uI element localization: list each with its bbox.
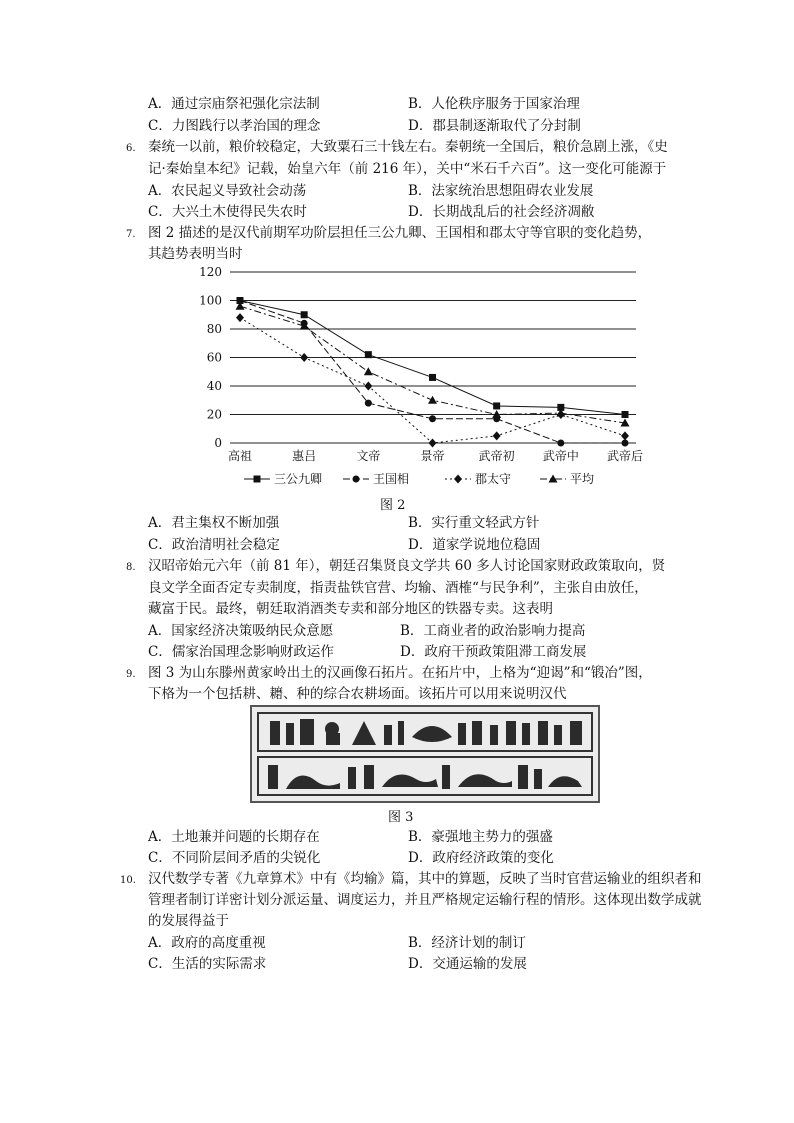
q8-option-c: C．儒家治国理念影响财政运作 [148, 644, 334, 660]
q7-stem-line: 图 2 描述的是汉代前期军功阶层担任三公九卿、王国相和郡太守等官职的变化趋势， [148, 225, 652, 241]
q7-stem-line: 其趋势表明当时 [148, 246, 243, 262]
q6-number: 6. [126, 143, 136, 154]
q10-number: 10. [120, 875, 136, 886]
data-point [429, 374, 436, 381]
q5-option-d: D．郡县制逐渐取代了分封制 [408, 118, 581, 134]
y-tick-label: 40 [206, 379, 222, 393]
legend-item [244, 471, 322, 486]
legend-label: 三公九卿 [274, 472, 323, 486]
data-point [365, 400, 372, 407]
legend-item [343, 471, 409, 486]
figure-2-caption: 图 2 [380, 498, 406, 513]
legend-label: 平均 [570, 472, 595, 486]
data-point [364, 382, 372, 391]
q10-option-b: B．经济计划的制订 [408, 935, 526, 951]
q5-option-c: C．力图践行以孝治国的理念 [148, 118, 321, 134]
q8-option-a: A．国家经济决策吸纳民众意愿 [148, 623, 334, 639]
data-point [365, 351, 372, 358]
q6-stem-line: 记·秦始皇本纪》记载，始皇六年（前 216 年），关中“米石千六百”。这一变化可能源于 [148, 161, 667, 177]
q6-option-b: B．法家统治思想阻碍农业发展 [408, 183, 594, 199]
x-tick-label: 武帝中 [542, 449, 579, 463]
x-tick-label: 武帝初 [478, 449, 515, 463]
q9-option-d: D．政府经济政策的变化 [408, 850, 554, 866]
legend-label: 王国相 [373, 472, 410, 486]
q9-option-a: A．土地兼并问题的长期存在 [148, 829, 320, 845]
q10-option-a: A．政府的高度重视 [148, 935, 266, 951]
data-point [301, 311, 308, 318]
data-point [557, 440, 564, 447]
y-tick-label: 0 [214, 436, 222, 450]
y-tick-label: 60 [206, 350, 222, 365]
data-point [622, 411, 629, 418]
data-point [429, 439, 437, 448]
q10-option-d: D．交通运输的发展 [408, 956, 527, 972]
q10-stem-line: 管理者制订详密计划分派运量、调度运力，并且严格规定运输行程的情形。这体现出数学成就 [148, 892, 702, 908]
figure-3-stone-rubbing [250, 705, 600, 803]
q9-stem-line: 图 3 为山东滕州黄家岭出土的汉画像石拓片。在拓片中，上格为“迎谒”和“锻冶”图， [148, 665, 652, 681]
data-point [493, 431, 501, 440]
q7-option-b: B．实行重文轻武方针 [408, 515, 540, 531]
q10-stem-line: 的发展得益于 [148, 913, 229, 929]
q9-stem-line: 下格为一个包括耕、耱、种的综合农耕场面。该拓片可以用来说明汉代 [148, 686, 567, 702]
x-tick-label: 高祖 [227, 449, 253, 463]
figure-2-line-chart [180, 262, 650, 494]
legend-marker [254, 476, 261, 483]
data-point [300, 353, 308, 362]
q7-option-a: A．君主集权不断加强 [148, 515, 280, 531]
q7-number: 7. [126, 229, 136, 240]
series-4 [236, 302, 630, 427]
data-point [621, 431, 629, 440]
q6-option-c: C．大兴土木使得民失农时 [148, 204, 307, 220]
q7-option-c: C．政治清明社会稳定 [148, 537, 280, 553]
q5-option-a: A．通过宗庙祭祀强化宗法制 [148, 96, 320, 112]
q8-stem-line: 汉昭帝始元六年（前 81 年），朝廷召集贤良文学共 60 多人讨论国家财政政策取向，贤 [148, 558, 666, 574]
data-point [428, 396, 437, 404]
x-tick-label: 武帝后 [606, 449, 644, 463]
legend-marker [353, 476, 360, 483]
y-tick-label: 120 [199, 265, 222, 279]
x-tick-label: 惠吕 [292, 449, 317, 463]
q9-option-b: B．豪强地主势力的强盛 [408, 829, 553, 845]
legend-marker [454, 475, 462, 484]
q6-option-d: D．长期战乱后的社会经济凋敝 [408, 204, 595, 220]
legend-item [445, 471, 511, 486]
legend-label: 郡太守 [475, 472, 512, 486]
rubbing-drawing [252, 707, 598, 801]
q8-stem-line: 良文学全面否定专卖制度，指责盐铁官营、均输、酒榷“与民争利”，主张自由放任， [148, 580, 648, 596]
q9-option-c: C．不同阶层间矛盾的尖锐化 [148, 850, 321, 866]
q6-option-a: A．农民起义导致社会动荡 [148, 183, 307, 199]
x-tick-label: 景帝 [420, 449, 445, 463]
q10-stem-line: 汉代数学专著《九章算术》中有《均输》篇，其中的算题，反映了当时官营运输业的组织者和 [148, 871, 702, 887]
q8-number: 8. [126, 562, 136, 573]
data-point [364, 367, 373, 375]
series-line [240, 306, 625, 423]
q10-option-c: C．生活的实际需求 [148, 956, 267, 972]
data-point [622, 440, 629, 447]
legend-item [540, 472, 594, 486]
data-point [236, 313, 244, 322]
y-tick-label: 80 [206, 322, 222, 336]
data-point [493, 402, 500, 409]
data-point [429, 415, 436, 422]
y-tick-label: 20 [206, 407, 222, 422]
y-tick-label: 100 [199, 293, 222, 308]
x-tick-label: 文帝 [356, 449, 381, 463]
q8-stem-line: 藏富于民。最终，朝廷取消酒类专卖和部分地区的铁器专卖。这表明 [148, 601, 553, 617]
q9-number: 9. [126, 669, 136, 680]
q8-option-d: D．政府干预政策阻滞工商发展 [400, 644, 587, 660]
q6-stem-line: 秦统一以前，粮价较稳定，大致粟石三十钱左右。秦朝统一全国后，粮价急剧上涨，《史 [148, 139, 668, 155]
q7-option-d: D．道家学说地位稳固 [408, 537, 541, 553]
q5-option-b: B．人伦秩序服务于国家治理 [408, 96, 580, 112]
series-2 [237, 297, 629, 447]
figure-3-caption: 图 3 [388, 810, 414, 825]
q8-option-b: B．工商业者的政治影响力提高 [400, 623, 586, 639]
